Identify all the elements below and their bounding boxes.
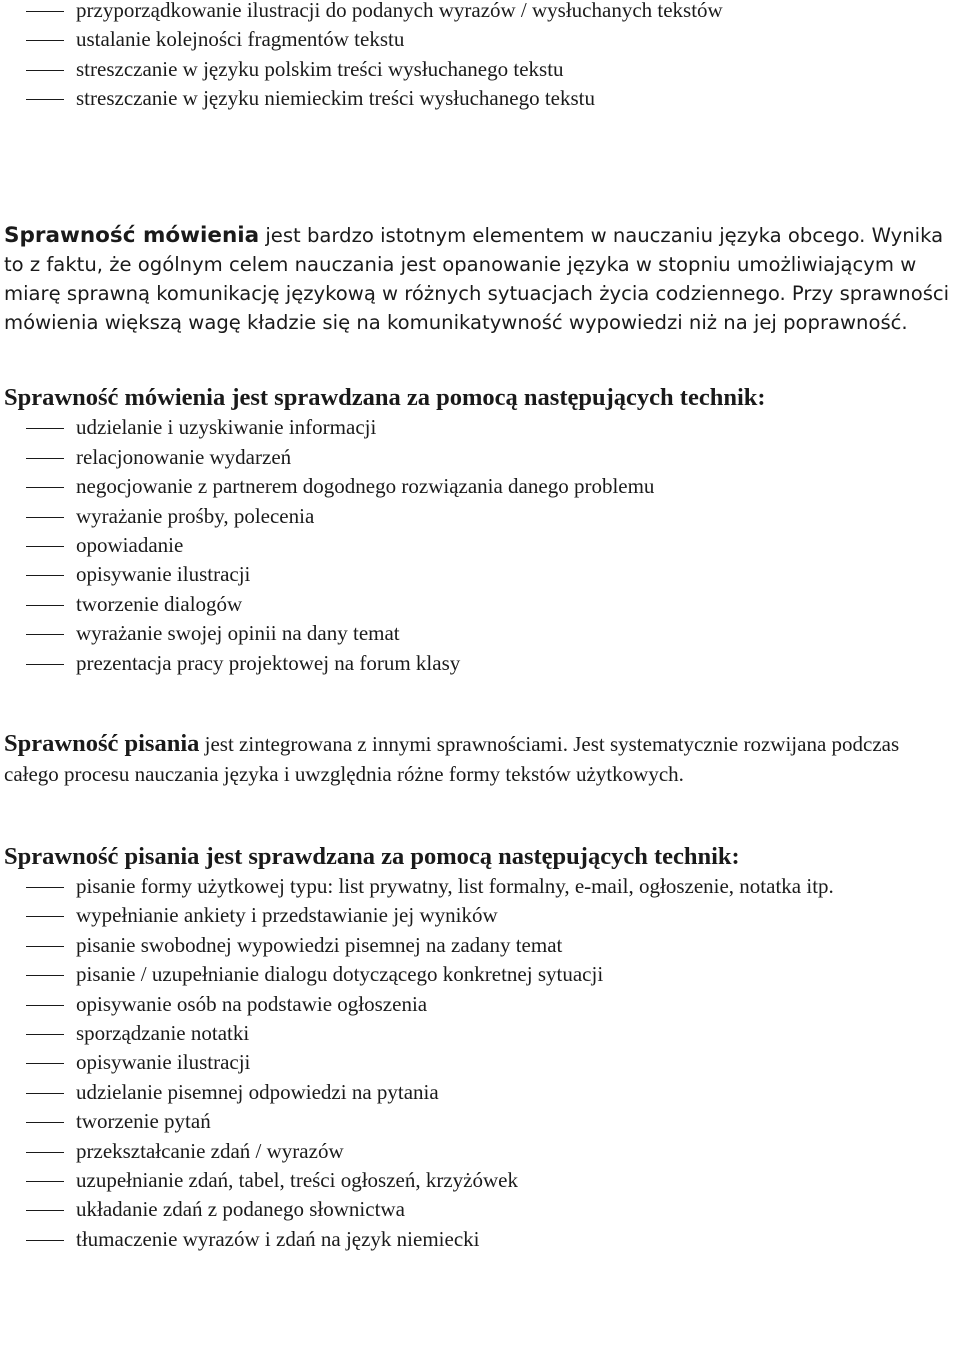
list-item: pisanie swobodnej wypowiedzi pisemnej na zadany temat <box>4 931 958 960</box>
writing-intro-paragraph <box>4 729 958 789</box>
speaking-intro-paragraph <box>4 221 958 338</box>
list-item: udzielanie pisemnej odpowiedzi na pytania <box>4 1078 958 1107</box>
list-item: opowiadanie <box>4 531 958 560</box>
list-item: uzupełnianie zdań, tabel, treści ogłoszeń, krzyżówek <box>4 1166 958 1195</box>
list-item: wypełnianie ankiety i przedstawianie jej wyników <box>4 901 958 930</box>
list-item: tłumaczenie wyrazów i zdań na język niemiecki <box>4 1225 958 1254</box>
list-item: wyrażanie swojej opinii na dany temat <box>4 619 958 648</box>
list-item: przekształcanie zdań / wyrazów <box>4 1137 958 1166</box>
list-item: relacjonowanie wydarzeń <box>4 443 958 472</box>
list-item: streszczanie w języku niemieckim treści wysłuchanego tekstu <box>4 84 958 113</box>
list-item: sporządzanie notatki <box>4 1019 958 1048</box>
list-item: opisywanie ilustracji <box>4 560 958 589</box>
writing-techniques-list <box>4 872 958 1254</box>
speaking-techniques-list <box>4 413 958 678</box>
list-item: streszczanie w języku polskim treści wysłuchanego tekstu <box>4 55 958 84</box>
list-item: tworzenie pytań <box>4 1107 958 1136</box>
list-item: udzielanie i uzyskiwanie informacji <box>4 413 958 442</box>
list-item: przyporządkowanie ilustracji do podanych wyrazów / wysłuchanych tekstów <box>4 0 958 25</box>
speaking-intro-text-2: Przy sprawności mówienia większą wagę kładzie się na komunikatywność wypowiedzi niż na jej poprawność. <box>4 282 950 335</box>
list-item: pisanie formy użytkowej typu: list prywatny, list formalny, e-mail, ogłoszenie, notatka itp. <box>4 872 958 901</box>
list-item: ustalanie kolejności fragmentów tekstu <box>4 25 958 54</box>
list-item: prezentacja pracy projektowej na forum klasy <box>4 649 958 678</box>
list-item: układanie zdań z podanego słownictwa <box>4 1195 958 1224</box>
writing-intro-bold: Sprawność pisania <box>4 730 200 758</box>
list-item: wyrażanie prośby, polecenia <box>4 502 958 531</box>
speaking-techniques-heading: Sprawność mówienia jest sprawdzana za pomocą następujących technik: <box>4 384 766 412</box>
writing-techniques-heading: Sprawność pisania jest sprawdzana za pomocą następujących technik: <box>4 842 740 870</box>
document-page <box>4 0 958 1254</box>
list-item: opisywanie osób na podstawie ogłoszenia <box>4 990 958 1019</box>
speaking-intro-text: jest bardzo istotnym elementem w nauczaniu języka obcego. Wynika to z faktu, że ogólnym celem nauczania jest opanowanie języka w stopniu umożliwiającym w miarę sprawną komunikację językową w różnych sytuacjach życia codziennego. <box>4 223 944 306</box>
speaking-intro-bold: Sprawność mówienia <box>4 222 260 248</box>
list-item: opisywanie ilustracji <box>4 1048 958 1077</box>
list-item: tworzenie dialogów <box>4 590 958 619</box>
top-list <box>4 0 958 114</box>
writing-intro-text: jest zintegrowana z innymi sprawnościami. Jest systematycznie rozwijana podczas całego procesu nauczania języka i uwzględnia różne formy tekstów użytkowych. <box>4 732 900 786</box>
list-item: negocjowanie z partnerem dogodnego rozwiązania danego problemu <box>4 472 958 501</box>
list-item: pisanie / uzupełnianie dialogu dotyczącego konkretnej sytuacji <box>4 960 958 989</box>
